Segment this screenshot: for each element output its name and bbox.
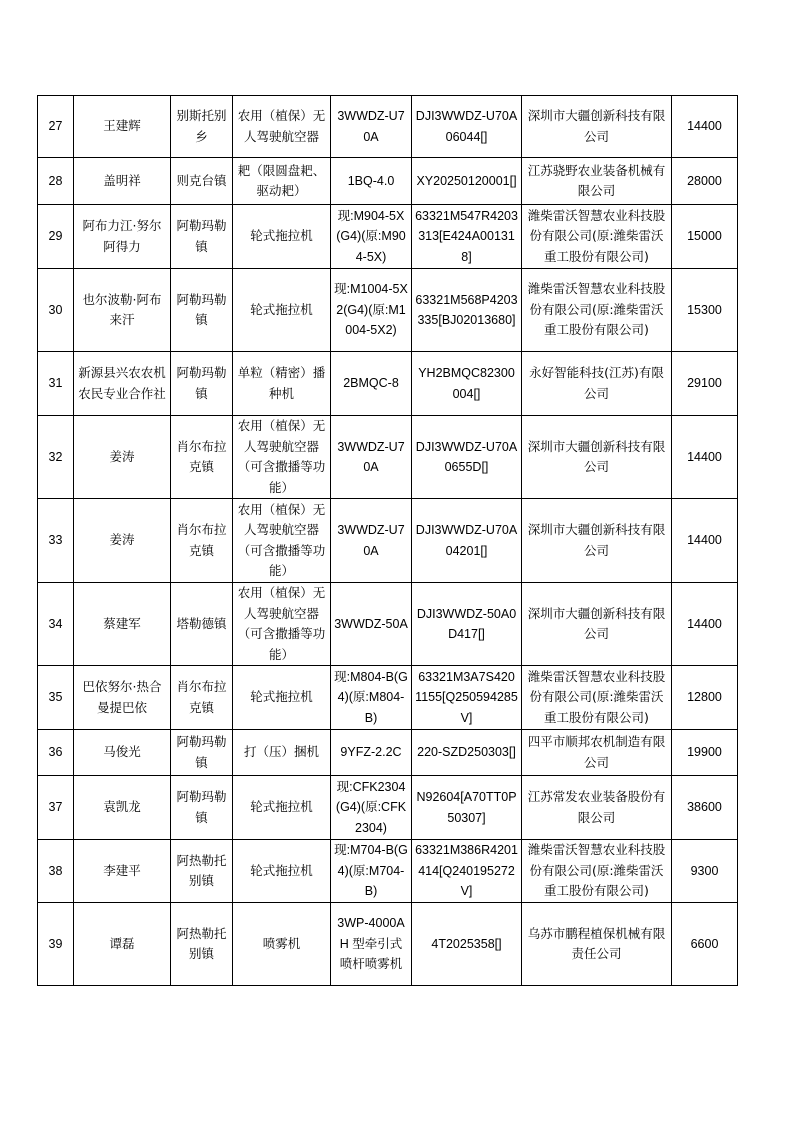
town: 肖尔布拉克镇 [171,666,233,730]
manufacturer: 深圳市大疆创新科技有限公司 [522,499,672,583]
table-row [38,269,738,352]
machine-type: 耙（限圆盘耙、驱动耙） [233,158,331,205]
serial-number: 63321M547R4203313[E424A001318] [412,205,522,269]
serial-number: 63321M568P4203335[BJ02013680] [412,269,522,352]
model-number: 现:M1004-5X2(G4)(原:M1004-5X2) [331,269,412,352]
buyer-name: 新源县兴农农机农民专业合作社 [74,352,171,416]
table-row [38,352,738,416]
town: 则克台镇 [171,158,233,205]
row-number: 27 [38,96,74,158]
subsidy-amount: 12800 [672,666,738,730]
town: 肖尔布拉克镇 [171,499,233,583]
subsidy-amount: 15300 [672,269,738,352]
manufacturer: 江苏骁野农业装备机械有限公司 [522,158,672,205]
serial-number: DJI3WWDZ-50A0D417[] [412,583,522,666]
model-number: 现:M704-B(G4)(原:M704-B) [331,840,412,903]
subsidy-amount: 19900 [672,730,738,776]
row-number: 33 [38,499,74,583]
model-number: 现:M904-5X(G4)(原:M904-5X) [331,205,412,269]
model-number: 3WWDZ-U70A [331,416,412,499]
machine-type: 轮式拖拉机 [233,269,331,352]
model-number: 9YFZ-2.2C [331,730,412,776]
manufacturer: 潍柴雷沃智慧农业科技股份有限公司(原:潍柴雷沃重工股份有限公司) [522,205,672,269]
row-number: 35 [38,666,74,730]
town: 阿勒玛勒镇 [171,730,233,776]
subsidy-amount: 29100 [672,352,738,416]
serial-number: 4T2025358[] [412,903,522,986]
manufacturer: 江苏常发农业装备股份有限公司 [522,776,672,840]
machine-type: 农用（植保）无人驾驶航空器（可含撒播等功能） [233,499,331,583]
buyer-name: 蔡建军 [74,583,171,666]
manufacturer: 深圳市大疆创新科技有限公司 [522,416,672,499]
buyer-name: 也尔波勒·阿布来汗 [74,269,171,352]
model-number: 3WP-4000AH 型牵引式喷杆喷雾机 [331,903,412,986]
buyer-name: 李建平 [74,840,171,903]
manufacturer: 潍柴雷沃智慧农业科技股份有限公司(原:潍柴雷沃重工股份有限公司) [522,666,672,730]
machine-type: 轮式拖拉机 [233,840,331,903]
serial-number: DJI3WWDZ-U70A0655D[] [412,416,522,499]
row-number: 29 [38,205,74,269]
serial-number: 220-SZD250303[] [412,730,522,776]
town: 阿勒玛勒镇 [171,205,233,269]
table-row [38,499,738,583]
model-number: 2BMQC-8 [331,352,412,416]
buyer-name: 马俊光 [74,730,171,776]
manufacturer: 深圳市大疆创新科技有限公司 [522,583,672,666]
machine-type: 喷雾机 [233,903,331,986]
row-number: 28 [38,158,74,205]
manufacturer: 永好智能科技(江苏)有限公司 [522,352,672,416]
buyer-name: 阿布力江·努尔阿得力 [74,205,171,269]
subsidy-amount: 15000 [672,205,738,269]
serial-number: YH2BMQC82300004[] [412,352,522,416]
serial-number: 63321M3A7S4201155[Q250594285V] [412,666,522,730]
model-number: 1BQ-4.0 [331,158,412,205]
town: 别斯托别乡 [171,96,233,158]
manufacturer: 潍柴雷沃智慧农业科技股份有限公司(原:潍柴雷沃重工股份有限公司) [522,269,672,352]
manufacturer: 深圳市大疆创新科技有限公司 [522,96,672,158]
buyer-name: 姜涛 [74,499,171,583]
serial-number: XY20250120001[] [412,158,522,205]
table-row [38,158,738,205]
subsidy-amount: 38600 [672,776,738,840]
subsidy-amount: 14400 [672,499,738,583]
town: 阿热勒托别镇 [171,840,233,903]
subsidy-table [37,95,738,986]
subsidy-amount: 14400 [672,583,738,666]
serial-number: DJI3WWDZ-U70A06044[] [412,96,522,158]
serial-number: 63321M386R4201414[Q240195272V] [412,840,522,903]
row-number: 31 [38,352,74,416]
manufacturer: 四平市顺邦农机制造有限公司 [522,730,672,776]
table-row [38,776,738,840]
machine-type: 轮式拖拉机 [233,776,331,840]
manufacturer: 乌苏市鹏程植保机械有限责任公司 [522,903,672,986]
machine-type: 农用（植保）无人驾驶航空器（可含撒播等功能） [233,583,331,666]
row-number: 39 [38,903,74,986]
row-number: 37 [38,776,74,840]
buyer-name: 巴依努尔·热合曼提巴依 [74,666,171,730]
machine-type: 单粒（精密）播种机 [233,352,331,416]
buyer-name: 姜涛 [74,416,171,499]
table-row [38,730,738,776]
subsidy-amount: 14400 [672,416,738,499]
table-row [38,840,738,903]
machine-type: 农用（植保）无人驾驶航空器（可含撒播等功能） [233,416,331,499]
table-row [38,903,738,986]
table-row [38,205,738,269]
town: 阿热勒托别镇 [171,903,233,986]
row-number: 36 [38,730,74,776]
row-number: 30 [38,269,74,352]
buyer-name: 袁凯龙 [74,776,171,840]
row-number: 38 [38,840,74,903]
row-number: 34 [38,583,74,666]
buyer-name: 王建辉 [74,96,171,158]
town: 阿勒玛勒镇 [171,352,233,416]
buyer-name: 谭磊 [74,903,171,986]
model-number: 现:M804-B(G4)(原:M804-B) [331,666,412,730]
subsidy-amount: 6600 [672,903,738,986]
serial-number: N92604[A70TT0P50307] [412,776,522,840]
machine-type: 农用（植保）无人驾驶航空器 [233,96,331,158]
town: 阿勒玛勒镇 [171,776,233,840]
serial-number: DJI3WWDZ-U70A04201[] [412,499,522,583]
row-number: 32 [38,416,74,499]
subsidy-amount: 14400 [672,96,738,158]
model-number: 3WWDZ-50A [331,583,412,666]
town: 肖尔布拉克镇 [171,416,233,499]
town: 阿勒玛勒镇 [171,269,233,352]
machine-type: 轮式拖拉机 [233,666,331,730]
town: 塔勒德镇 [171,583,233,666]
table-row [38,666,738,730]
subsidy-amount: 9300 [672,840,738,903]
table-row [38,96,738,158]
model-number: 现:CFK2304(G4)(原:CFK2304) [331,776,412,840]
model-number: 3WWDZ-U70A [331,96,412,158]
subsidy-amount: 28000 [672,158,738,205]
table-row [38,416,738,499]
buyer-name: 盖明祥 [74,158,171,205]
model-number: 3WWDZ-U70A [331,499,412,583]
machine-type: 打（压）捆机 [233,730,331,776]
machine-type: 轮式拖拉机 [233,205,331,269]
table-row [38,583,738,666]
manufacturer: 潍柴雷沃智慧农业科技股份有限公司(原:潍柴雷沃重工股份有限公司) [522,840,672,903]
